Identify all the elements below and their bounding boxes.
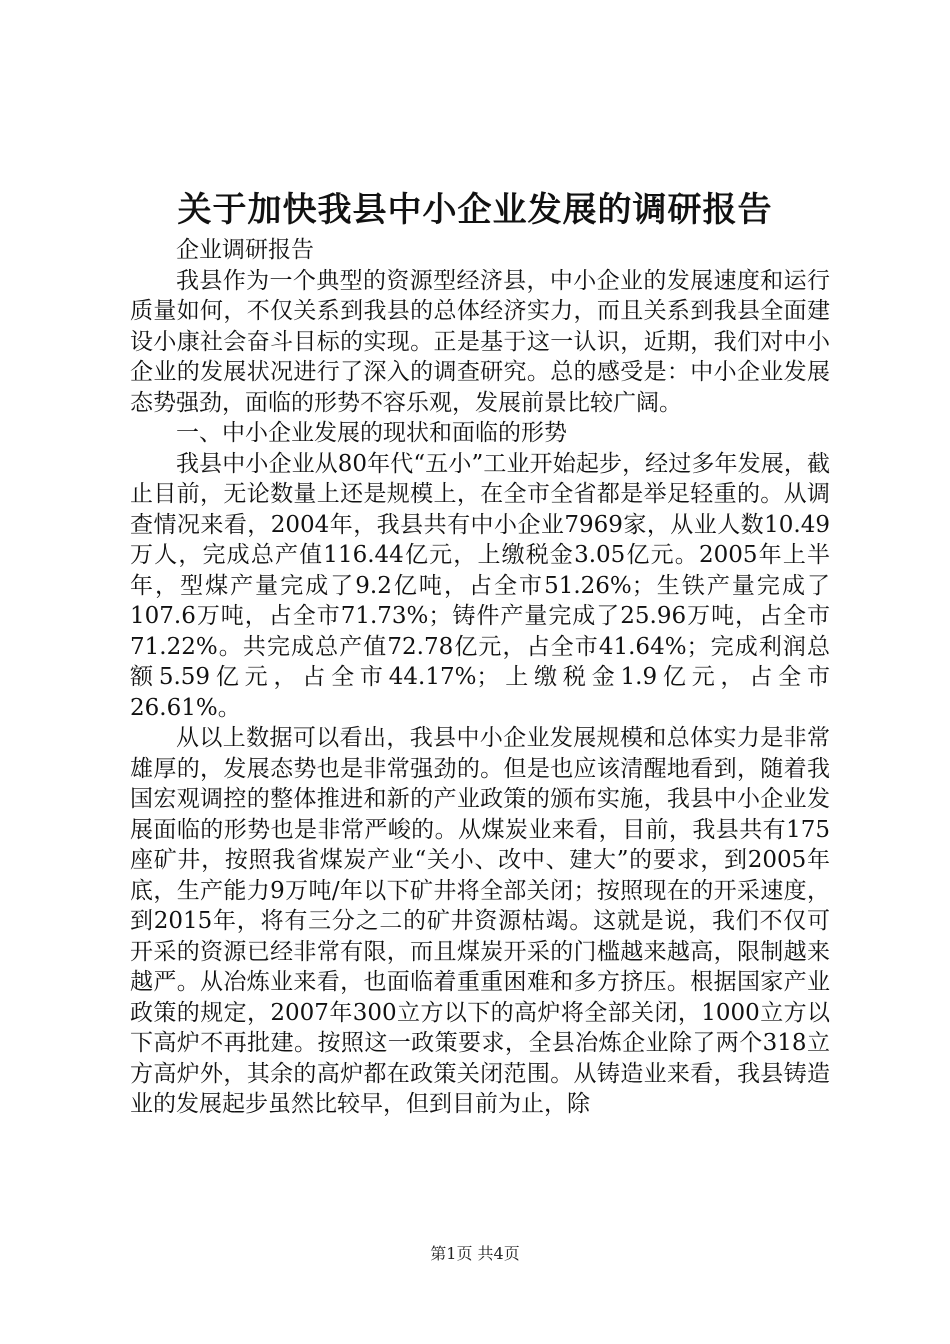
document-body bbox=[130, 235, 830, 1120]
page-number-footer: 第1页 共4页 bbox=[430, 1244, 520, 1263]
paragraph-intro: 我县作为一个典型的资源型经济县，中小企业的发展速度和运行质量如何，不仅关系到我县的总体经济实力，而且关系到我县全面建设小康社会奋斗目标的实现。正是基于这一认识，近期，我们对中小企业的发展状况进行了深入的调查研究。总的感受是：中小企业发展态势强劲，面临的形势不容乐观，发展前景比较广阔。 bbox=[130, 267, 830, 416]
paragraph-current-status: 我县中小企业从80年代“五小”工业开始起步，经过多年发展，截止目前，无论数量上还是规模上，在全市全省都是举足轻重的。从调查情况来看，2004年，我县共有中小企业7969家，从业人数10.49万人，完成总产值116.44亿元，上缴税金3.05亿元。2005年上半年，型煤产量完成了9.2亿吨，占全市51.26%；生铁产量完成了107.6万吨，占全市71.73%；铸件产量完成了25.96万吨，占全市71.22%。共完成总产值72.78亿元，占全市41.64%；完成利润总额5.59亿元，占全市44.17%；上缴税金1.9亿元，占全市26.61%。 bbox=[130, 450, 830, 721]
document-title: 关于加快我县中小企业发展的调研报告 bbox=[177, 190, 773, 230]
paragraph-subtitle: 企业调研报告 bbox=[176, 237, 314, 263]
section-heading: 一、中小企业发展的现状和面临的形势 bbox=[176, 420, 567, 446]
paragraph-situation: 从以上数据可以看出，我县中小企业发展规模和总体实力是非常雄厚的，发展态势也是非常强劲的。但是也应该清醒地看到，随着我国宏观调控的整体推进和新的产业政策的颁布实施，我县中小企业发展面临的形势也是非常严峻的。从煤炭业来看，目前，我县共有175座矿井，按照我省煤炭产业“关小、改中、建大”的要求，到2005年底，生产能力9万吨/年以下矿井将全部关闭；按照现在的开采速度，到2015年，将有三分之二的矿井资源枯竭。这就是说，我们不仅可开采的资源已经非常有限，而且煤炭开采的门槛越来越高，限制越来越严。从冶炼业来看，也面临着重重困难和多方挤压。根据国家产业政策的规定，2007年300立方以下的高炉将全部关闭，1000立方以下高炉不再批建。按照这一政策要求，全县冶炼企业除了两个318立方高炉外，其余的高炉都在政策关闭范围。从铸造业来看，我县铸造业的发展起步虽然比较早，但到目前为止，除 bbox=[130, 725, 830, 1117]
